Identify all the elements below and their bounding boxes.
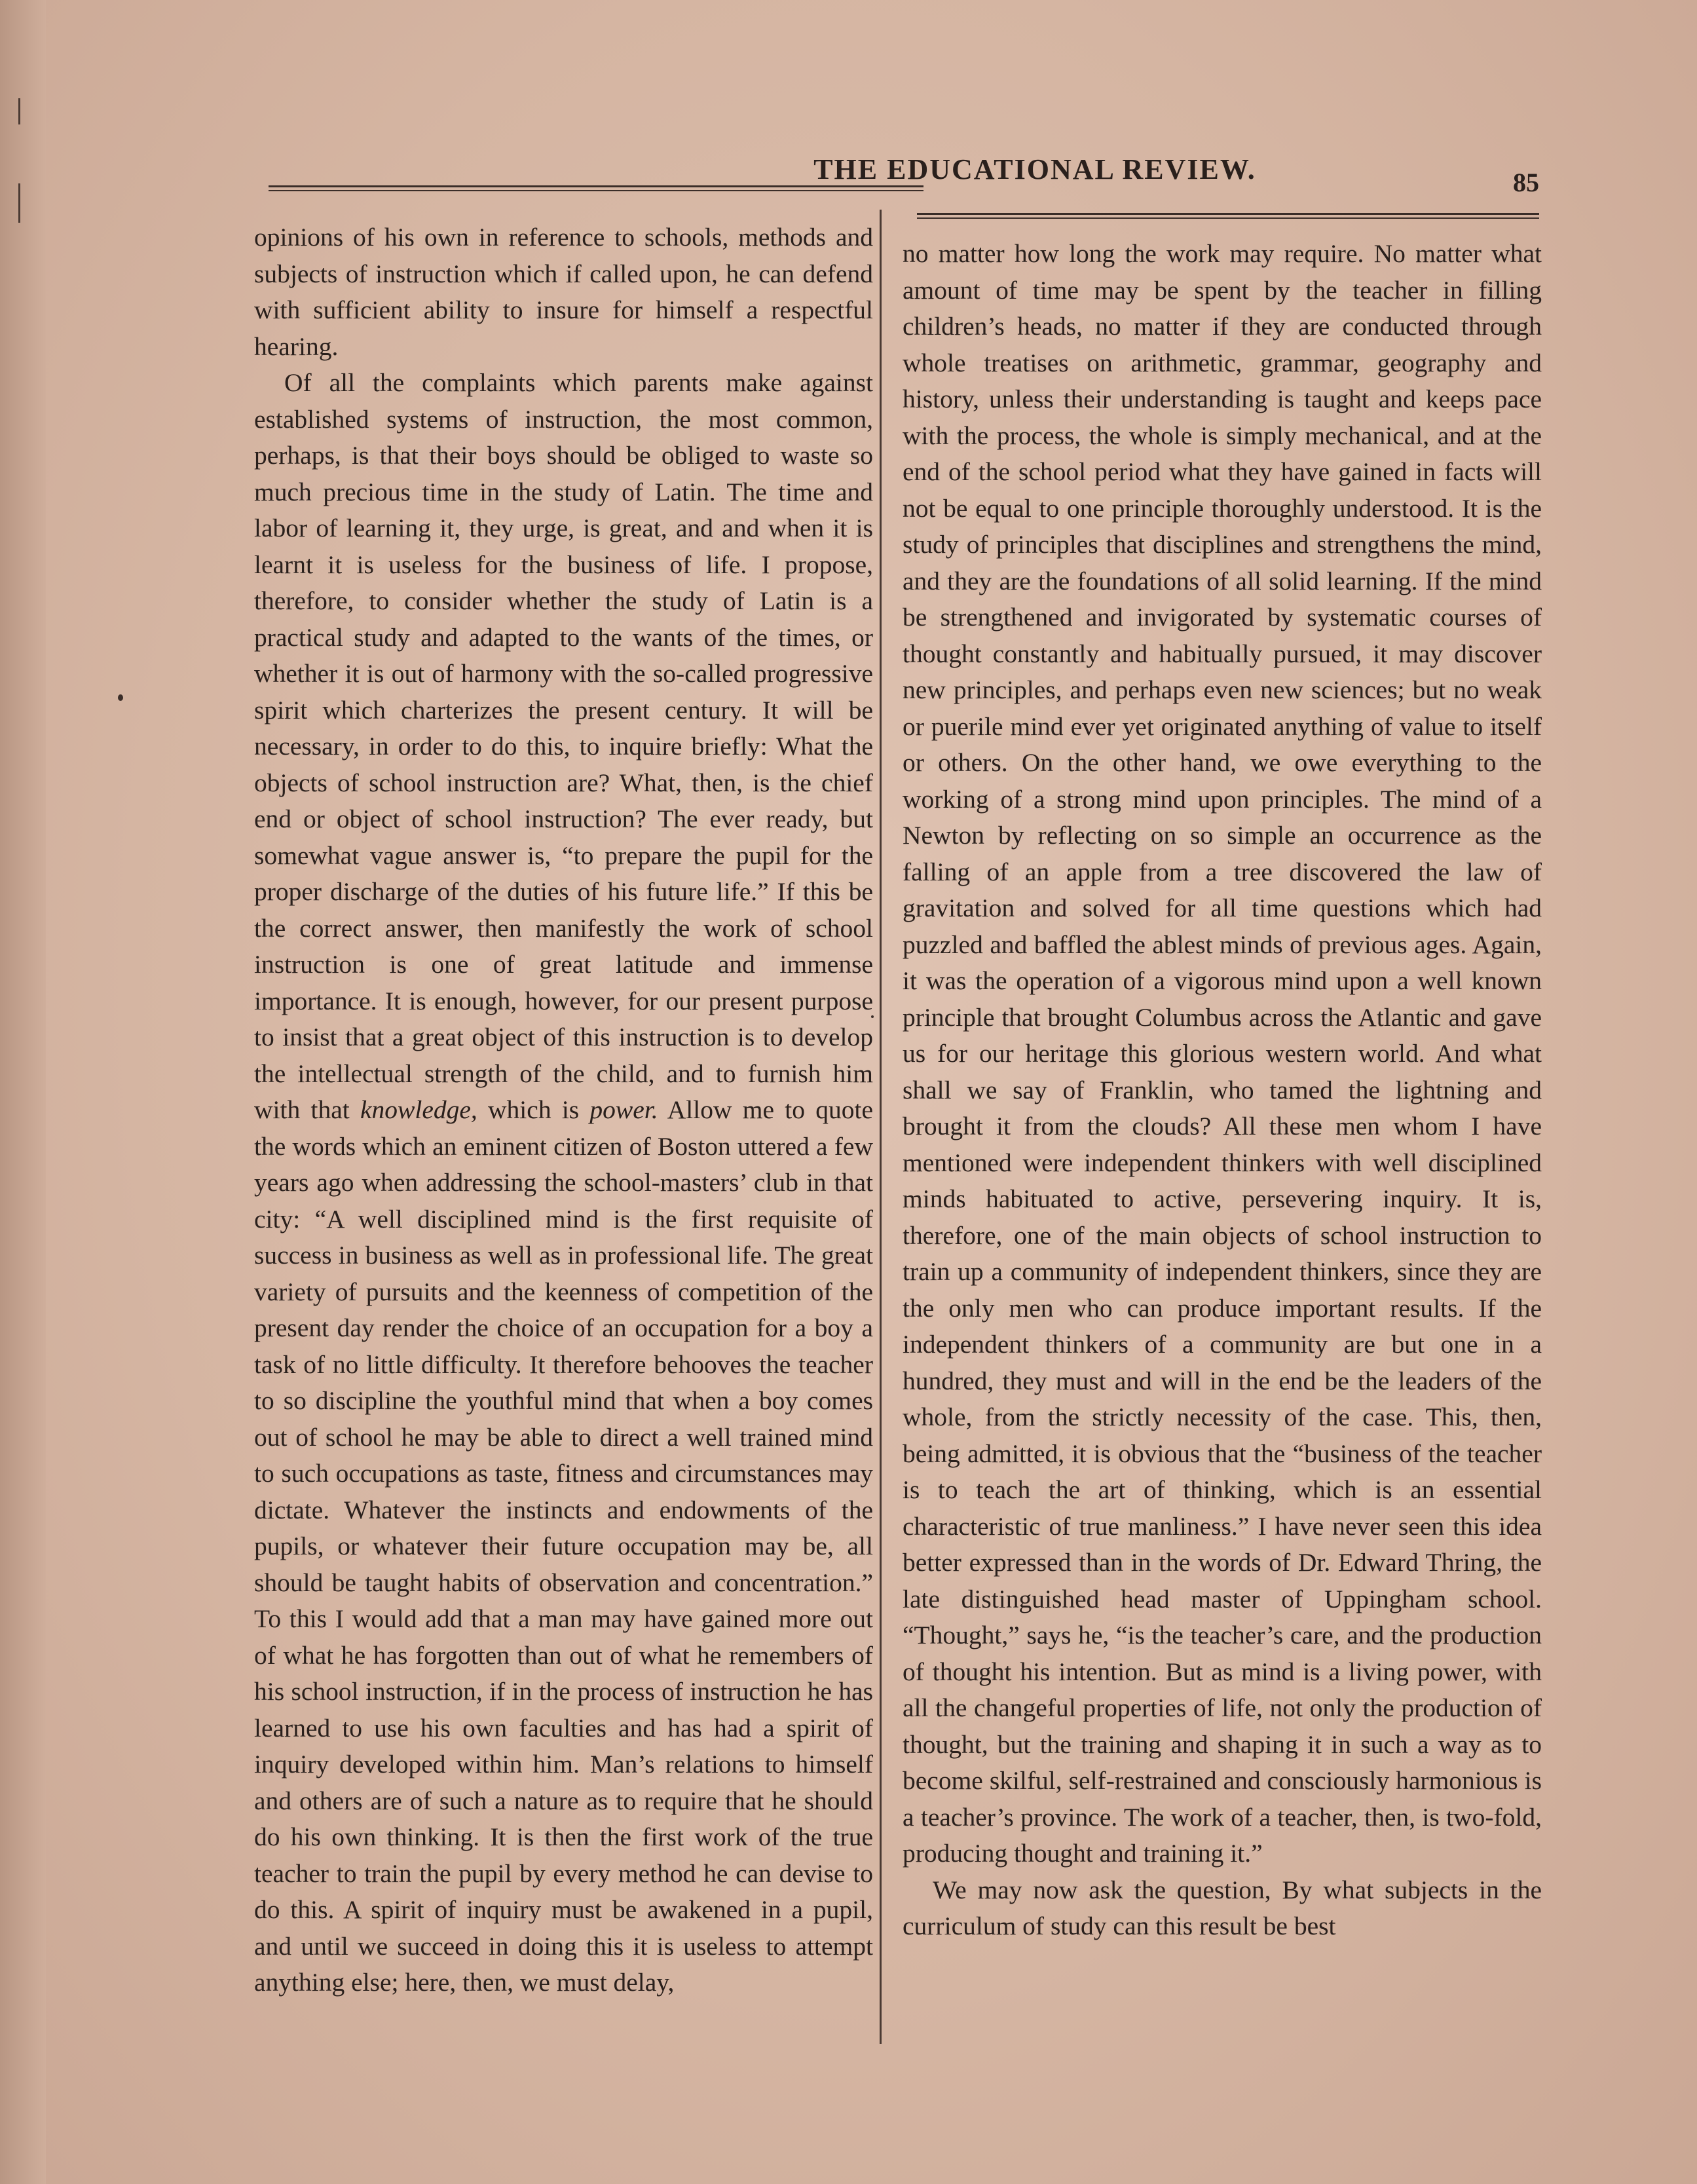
page-number: 85: [1513, 168, 1539, 197]
paragraph: We may now ask the question, By what subjects in the curriculum of study can this result be best: [903, 1875, 1542, 1940]
running-title: THE EDUCATIONAL REVIEW.: [813, 153, 1256, 185]
paragraph-text: Of all the complaints which parents make against established systems of instruction, the most common, perhaps, is that their boys should be obliged to waste so much precious time in the study of Latin. The time and labor of learning it, they urge, is great, and and when it is learnt it is useless for the business of life. I propose, therefore, to consider whether the study of Latin is a practical study and adapted to the wants of the times, or whether it is out of harmony with the so-called progressive spirit which charterizes the present century. It will be necessary, in order to do this, to inquire briefly: What the objects of school instruction are? What, then, is the chief end or object of school instruction? The ever ready, but somewhat vague answer is, “to prepare the pupil for the proper discharge of the duties of his future life.” If this be the correct answer, then manifestly the work of school instruction is one of great latitude and immense importance. It is enough, however, for our present purpose to insist that a great object of this instruction is to develop the intellectual strength of the child, and to furnish him with that: [254, 368, 873, 1124]
paragraph-text: Allow me to quote the words which an eminent citizen of Boston uttered a few years ago when addressing the school-masters’ club in that city: “A well disciplined mind is the first requisite of success in business as well as in professional life. The great variety of pursuits and the keenness of competition of the present day render the choice of an occupation for a boy a task of no little difficulty. It therefore behooves the teacher to so discipline the youthful mind that when a boy comes out of school he may be able to direct a well trained mind to such occupations as taste, fitness and circumstances may dictate. Whatever the instincts and endowments of the pupils, or whatever their future occupation may be, all should be taught habits of observation and concentration.” To this I would add that a man may have gained more out of what he has forgotten than out of what he remembers of his school instruction, if in the process of instruction he has learned to use his own faculties and has had a spirit of inquiry developed within him. Man’s relations to himself and others are of such a nature as to require that he should do his own thinking. It is then the first work of the true teacher to train the pupil by every method he can devise to do this. A spirit of inquiry must be awakened in a pupil, and until we succeed in doing this it is useless to attempt anything else; here, then, we must delay,: [254, 1095, 873, 1997]
ink-speck: [871, 1015, 874, 1018]
italic-word-knowledge: knowledge,: [360, 1095, 477, 1124]
right-column: [903, 236, 1542, 2057]
gutter-mark: [18, 183, 20, 223]
ink-speck: [118, 694, 123, 701]
gutter-mark: [18, 98, 20, 124]
header-rule: [269, 185, 923, 187]
header-rule: [269, 190, 923, 191]
paragraph: [254, 365, 873, 2001]
header-rule: [917, 213, 1539, 215]
column-divider: [880, 210, 882, 2044]
paragraph: opinions of his own in reference to schools, methods and subjects of instruction which if called upon, he can defend with sufficient ability to insure for himself a respectful hearing.: [254, 223, 873, 361]
italic-word-power: power.: [589, 1095, 658, 1124]
paragraph: no matter how long the work may require. No matter what amount of time may be spent by the teacher in filling children’s heads, no matter if they are conducted through whole treatises on arithmetic, grammar, geography and history, unless their understanding is taught and keeps pace with the process, the whole is simply mechanical, and at the end of the school period what they have gained in facts will not be equal to one principle thoroughly understood. It is the study of principles that disciplines and strengthens the mind, and they are the foundations of all solid learning. If the mind be strengthened and invigorated by systematic courses of thought constantly and habitually pursued, it may discover new principles, and perhaps even new sciences; but no weak or puerile mind ever yet originated anything of value to itself or others. On the other hand, we owe everything to the working of a strong mind upon principles. The mind of a Newton by reflecting on so simple an occurrence as the falling of an apple from a tree discovered the law of gravitation and solved for all time questions which had puzzled and baffled the ablest minds of previous ages. Again, it was the operation of a vigorous mind upon a well known principle that brought Columbus across the Atlantic and gave us for our heritage this glorious western world. And what shall we say of Franklin, who tamed the lightning and brought it from the clouds? All these men whom I have mentioned were independent thinkers with well disciplined minds habituated to active, persevering inquiry. It is, therefore, one of the main objects of school instruction to train up a community of independent thinkers, since they are the only men who can produce important results. If the independent thinkers of a community are but one in a hundred, they must and will in the end be the leaders of the whole, from the strictly necessity of the case. This, then, being admitted, it is obvious that the “business of the teacher is to teach the art of thinking, which is an essential characteristic of true manliness.” I have never seen this idea better expressed than in the words of Dr. Edward Thring, the late distinguished head master of Uppingham school. “Thought,” says he, “is the teacher’s care, and the production of thought his intention. But as mind is a living power, with all the changeful properties of life, not only the production of thought, but the training and shaping it in such a way as to become skilful, self-restrained and consciously harmonious is a teacher’s province. The work of a teacher, then, is two-fold, producing thought and training it.”: [903, 239, 1542, 1868]
binding-gutter: [0, 0, 46, 2184]
paragraph-text: which is: [477, 1095, 590, 1124]
header-rule: [917, 217, 1539, 219]
left-column: [254, 219, 873, 2041]
